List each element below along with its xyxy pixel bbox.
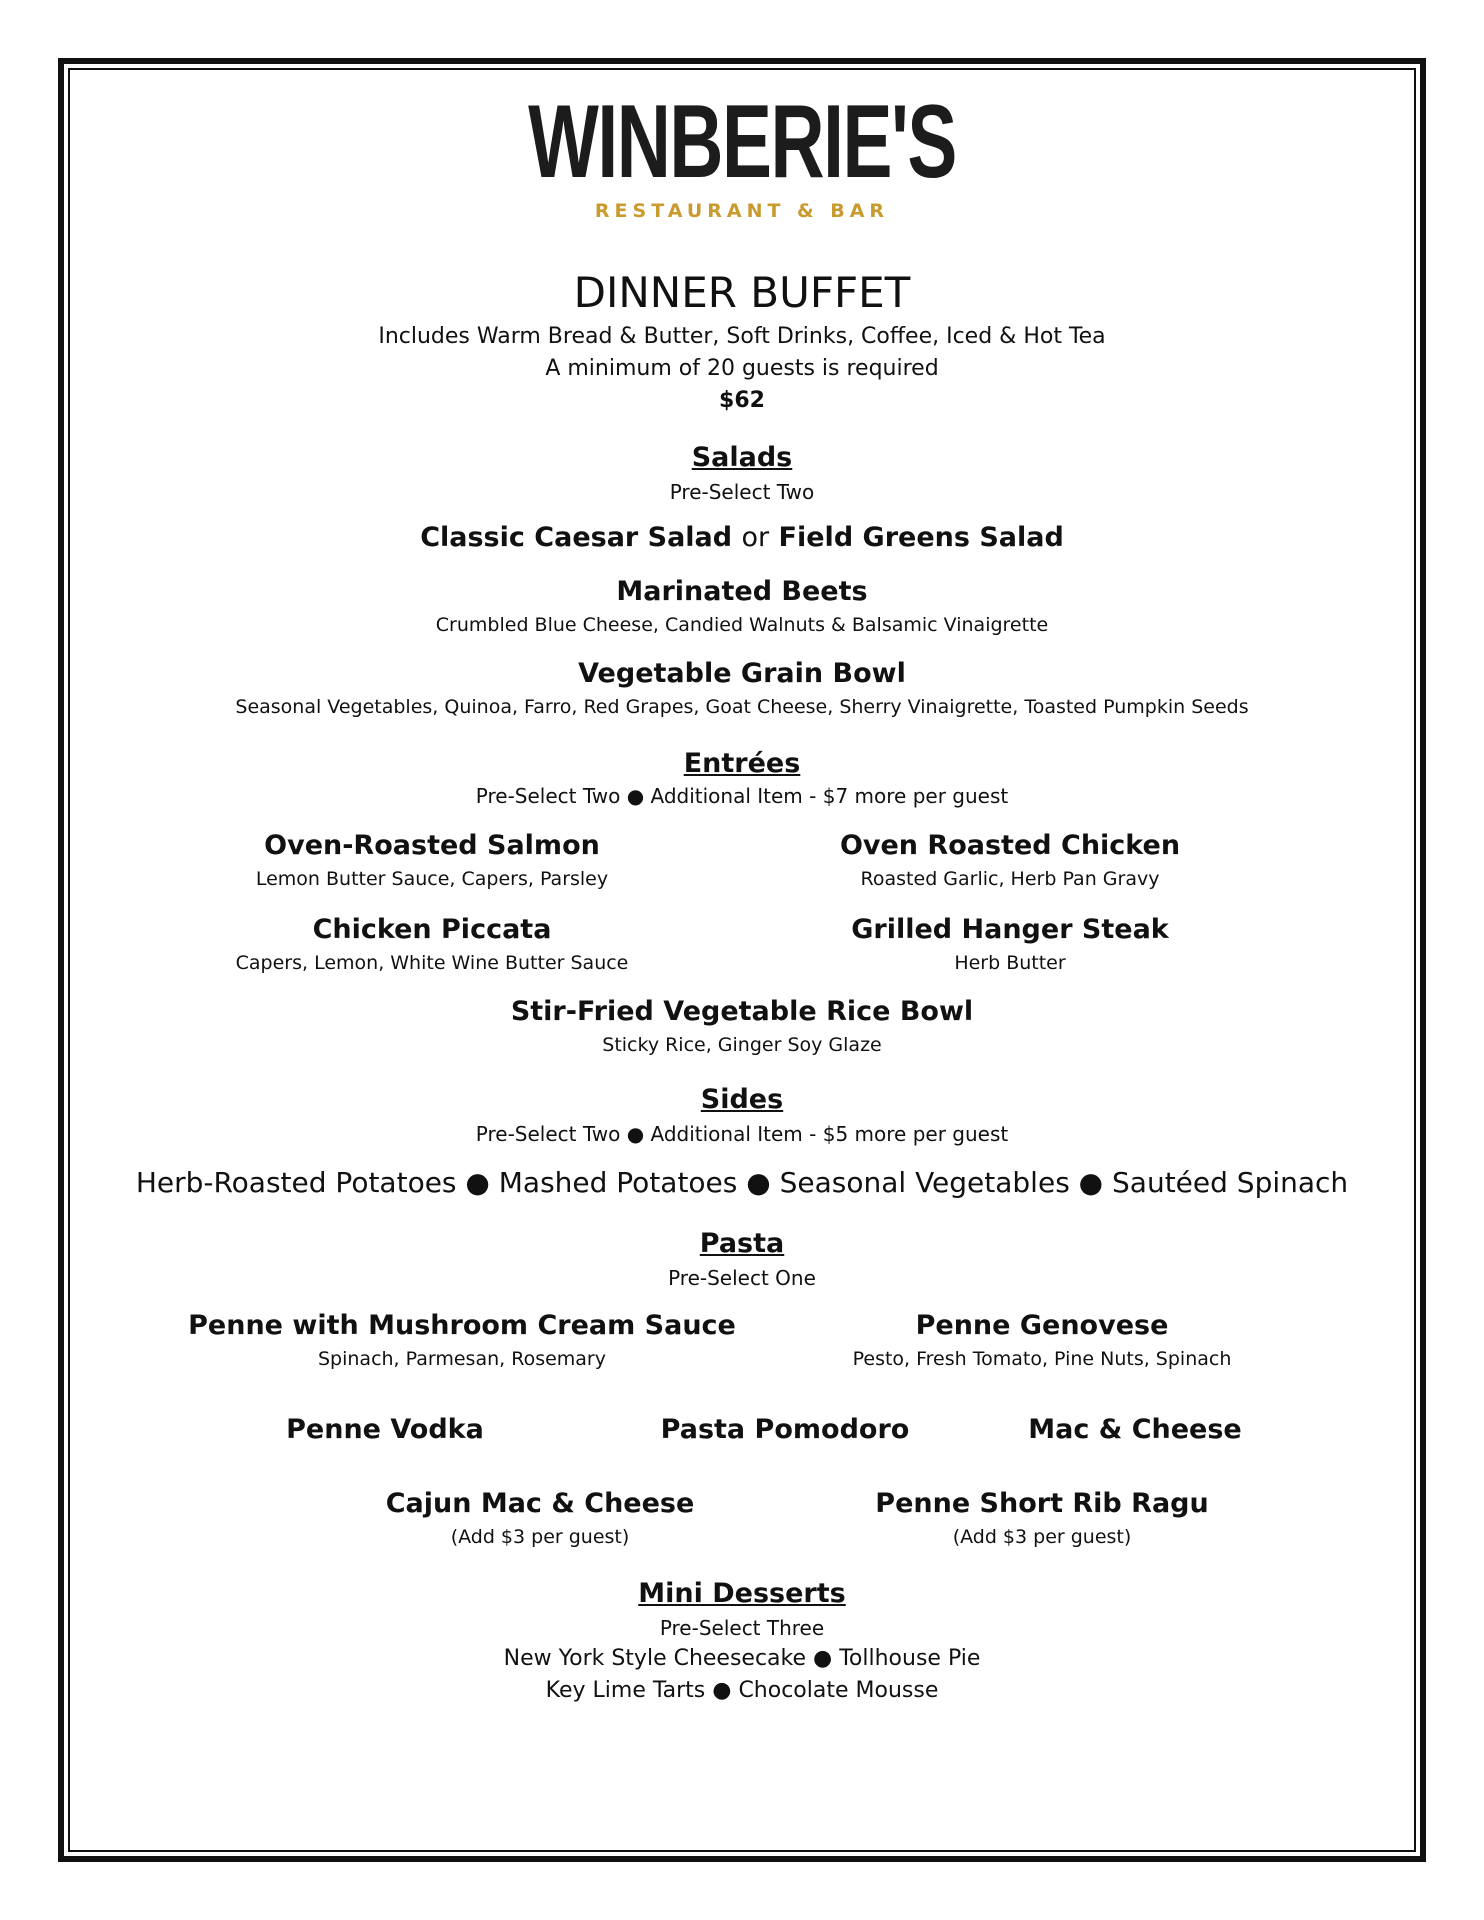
section-heading-pasta: Pasta <box>699 1228 785 1259</box>
sides-items: Herb-Roasted Potatoes ● Mashed Potatoes ● Seasonal Vegetables ● Sautéed Spinach <box>135 1166 1349 1199</box>
entree-name: Oven-Roasted Salmon <box>264 830 600 861</box>
or-text: or <box>741 522 770 553</box>
item-marinated-beets-desc: Crumbled Blue Cheese, Candied Walnuts & Balsamic Vinaigrette <box>435 614 1049 636</box>
pasta-note: Pre-Select One <box>668 1266 816 1290</box>
item-field-greens-salad: Field Greens Salad <box>778 522 1064 553</box>
entree-name: Chicken Piccata <box>312 914 552 945</box>
pasta-name: Penne Short Rib Ragu <box>875 1488 1209 1519</box>
pasta-desc: (Add $3 per guest) <box>450 1526 630 1548</box>
entree-desc: Capers, Lemon, White Wine Butter Sauce <box>235 952 629 974</box>
entree-name: Stir-Fried Vegetable Rice Bowl <box>510 996 974 1027</box>
entrees-note: Pre-Select Two ● Additional Item - $7 more per guest <box>475 784 1009 808</box>
entree-name: Oven Roasted Chicken <box>839 830 1181 861</box>
desserts-line-1: New York Style Cheesecake ● Tollhouse Pie <box>503 1646 981 1671</box>
menu-title: DINNER BUFFET <box>573 268 911 317</box>
section-heading-sides: Sides <box>700 1084 784 1115</box>
menu-includes: Includes Warm Bread & Butter, Soft Drinks, Coffee, Iced & Hot Tea <box>378 324 1106 349</box>
item-caesar-salad: Classic Caesar Salad <box>420 522 733 553</box>
pasta-name: Pasta Pomodoro <box>660 1414 910 1445</box>
section-heading-entrees: Entrées <box>683 748 801 779</box>
salads-caesar-or-greens <box>70 522 1414 553</box>
pasta-name: Penne Genovese <box>915 1310 1169 1341</box>
pasta-name: Cajun Mac & Cheese <box>385 1488 695 1519</box>
pasta-desc: Spinach, Parmesan, Rosemary <box>317 1348 606 1370</box>
menu-minimum: A minimum of 20 guests is required <box>545 356 939 381</box>
desserts-line-2: Key Lime Tarts ● Chocolate Mousse <box>545 1678 939 1703</box>
item-vegetable-grain-bowl-desc: Seasonal Vegetables, Quinoa, Farro, Red Grapes, Goat Cheese, Sherry Vinaigrette, Toasted Pumpkin Seeds <box>235 696 1249 718</box>
restaurant-logo-subtitle: RESTAURANT & BAR <box>594 200 890 222</box>
menu-price: $62 <box>719 388 765 413</box>
item-vegetable-grain-bowl: Vegetable Grain Bowl <box>578 658 906 689</box>
menu-page <box>70 70 1414 1850</box>
pasta-desc: (Add $3 per guest) <box>952 1526 1132 1548</box>
entree-name: Grilled Hanger Steak <box>851 914 1169 945</box>
pasta-name: Mac & Cheese <box>1028 1414 1242 1445</box>
entree-desc: Lemon Butter Sauce, Capers, Parsley <box>255 868 609 890</box>
desserts-note: Pre-Select Three <box>659 1616 825 1640</box>
section-heading-desserts: Mini Desserts <box>638 1578 846 1609</box>
item-marinated-beets: Marinated Beets <box>616 576 868 607</box>
section-heading-salads: Salads <box>691 442 793 473</box>
sides-note: Pre-Select Two ● Additional Item - $5 more per guest <box>475 1122 1009 1146</box>
pasta-name: Penne with Mushroom Cream Sauce <box>188 1310 736 1341</box>
pasta-name: Penne Vodka <box>286 1414 484 1445</box>
entree-desc: Sticky Rice, Ginger Soy Glaze <box>602 1034 882 1056</box>
pasta-desc: Pesto, Fresh Tomato, Pine Nuts, Spinach <box>852 1348 1232 1370</box>
entree-desc: Herb Butter <box>954 952 1066 974</box>
entree-desc: Roasted Garlic, Herb Pan Gravy <box>860 868 1160 890</box>
restaurant-logo: WINBERIE'S <box>528 84 956 200</box>
salads-note: Pre-Select Two <box>669 480 815 504</box>
